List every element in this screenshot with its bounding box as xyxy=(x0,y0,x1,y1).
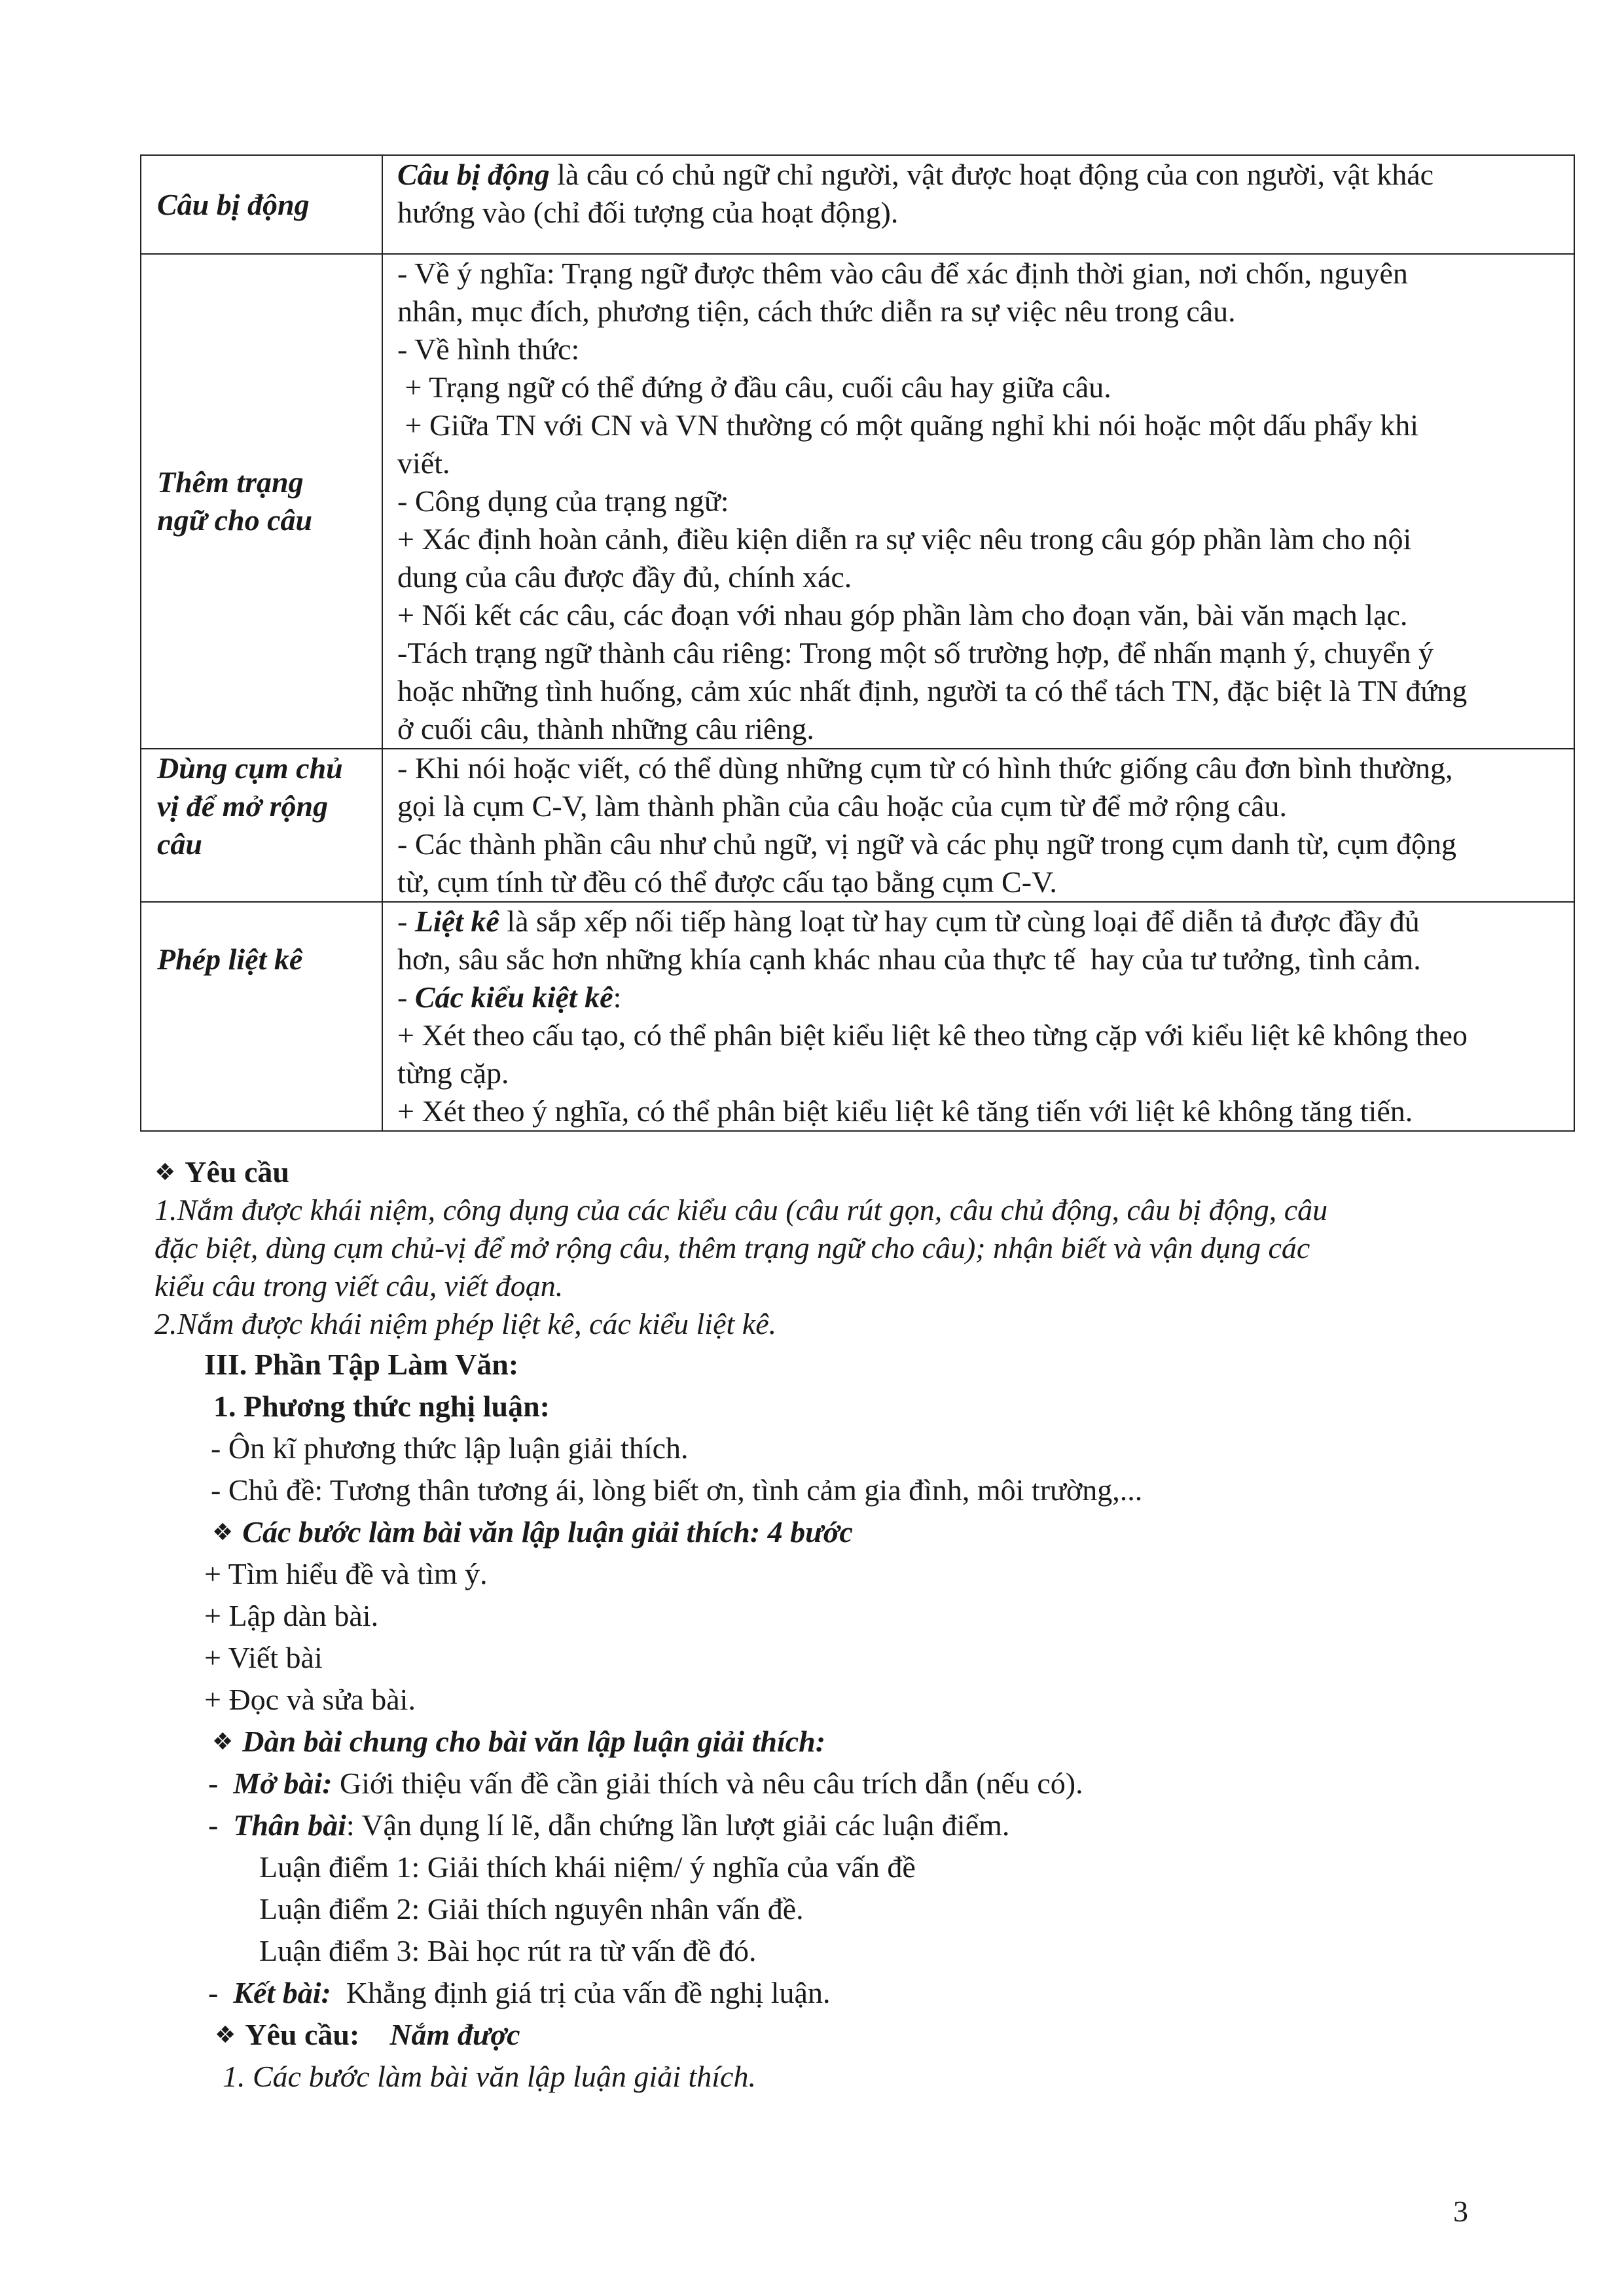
term-cell: Thêm trạng ngữ cho câu xyxy=(141,254,382,749)
steps-heading: ❖ Các bước làm bài văn lập luận giải thích: 4 bước xyxy=(212,1515,853,1549)
diamond-bullet-icon: ❖ xyxy=(154,1159,176,1186)
table-row xyxy=(141,254,1574,749)
term-cell: Phép liệt kê xyxy=(141,902,382,1131)
definition-line: hoặc những tình huống, cảm xúc nhất định, người ta có thể tách TN, đặc biệt là TN đứng xyxy=(397,674,1468,708)
definition-line: + Xét theo ý nghĩa, có thể phân biệt kiểu liệt kê tăng tiến với liệt kê không tăng tiến. xyxy=(397,1094,1413,1128)
definition-line: - Các thành phần câu như chủ ngữ, vị ngữ và các phụ ngữ trong cụm danh từ, cụm động xyxy=(397,827,1456,861)
definition-line: viết. xyxy=(397,446,450,480)
definition-line: + Nối kết các câu, các đoạn với nhau góp phần làm cho đoạn văn, bài văn mạch lạc. xyxy=(397,598,1408,632)
definition-line: - Công dụng của trạng ngữ: xyxy=(397,484,729,518)
definition-line: gọi là cụm C-V, làm thành phần của câu hoặc của cụm từ để mở rộng câu. xyxy=(397,789,1287,823)
definition-line: + Xét theo cấu tạo, có thể phân biệt kiểu liệt kê theo từng cặp với kiểu liệt kê không theo xyxy=(397,1018,1468,1052)
definition-line: + Giữa TN với CN và VN thường có một quãng nghỉ khi nói hoặc một dấu phẩy khi xyxy=(397,408,1419,442)
outline-thanbai: - Thân bài: Vận dụng lí lẽ, dẫn chứng lần lượt giải các luận điểm. xyxy=(208,1808,1010,1842)
list-item: + Đọc và sửa bài. xyxy=(204,1683,416,1716)
definition-line: + Trạng ngữ có thể đứng ở đầu câu, cuối câu hay giữa câu. xyxy=(397,370,1111,404)
definition-line: dung của câu được đầy đủ, chính xác. xyxy=(397,560,852,594)
list-item: - Ôn kĩ phương thức lập luận giải thích. xyxy=(211,1431,689,1465)
diamond-bullet-icon: ❖ xyxy=(215,2022,236,2049)
definition-line: - Các kiểu kiệt kê: xyxy=(397,980,622,1014)
definition-line: hướng vào (chỉ đối tượng của hoạt động). xyxy=(397,196,899,229)
term-cell: Câu bị động xyxy=(141,155,382,254)
table-row xyxy=(141,155,1574,254)
requirements-heading: ❖ Yêu cầu xyxy=(154,1155,290,1189)
list-item: + Tìm hiểu đề và tìm ý. xyxy=(204,1557,488,1590)
definition-cell xyxy=(382,749,1574,902)
diamond-bullet-icon: ❖ xyxy=(212,1729,234,1755)
grammar-table xyxy=(140,154,1575,1132)
definition-line: Câu bị động là câu có chủ ngữ chỉ người, vật được hoạt động của con người, vật khác xyxy=(397,158,1434,191)
outline-heading: ❖ Dàn bài chung cho bài văn lập luận giải thích: xyxy=(212,1725,826,1758)
page-number: 3 xyxy=(1453,2195,1468,2228)
diamond-bullet-icon: ❖ xyxy=(212,1519,234,1546)
requirements-line: kiểu câu trong viết câu, viết đoạn. xyxy=(154,1269,564,1302)
list-item: Luận điểm 1: Giải thích khái niệm/ ý nghĩa của vấn đề xyxy=(259,1850,916,1884)
section-title: III. Phần Tập Làm Văn: xyxy=(204,1348,519,1381)
list-item: Luận điểm 2: Giải thích nguyên nhân vấn đề. xyxy=(259,1892,804,1926)
table-row xyxy=(141,902,1574,1131)
list-item: 1. Các bước làm bài văn lập luận giải thích. xyxy=(223,2060,756,2093)
definition-line: - Liệt kê là sắp xếp nối tiếp hàng loạt từ hay cụm từ cùng loại để diễn tả được đầy đủ xyxy=(397,905,1420,938)
definition-line: -Tách trạng ngữ thành câu riêng: Trong một số trường hợp, để nhấn mạnh ý, chuyển ý xyxy=(397,636,1434,670)
list-item: - Chủ đề: Tương thân tương ái, lòng biết ơn, tình cảm gia đình, môi trường,... xyxy=(211,1473,1143,1507)
definition-line: từ, cụm tính từ đều có thể được cấu tạo bằng cụm C-V. xyxy=(397,865,1057,899)
list-item: + Viết bài xyxy=(204,1641,323,1674)
definition-cell xyxy=(382,155,1574,254)
requirements-line: 1.Nắm được khái niệm, công dụng của các kiểu câu (câu rút gọn, câu chủ động, câu bị động, câu xyxy=(154,1193,1328,1227)
subsection-title: 1. Phương thức nghị luận: xyxy=(213,1390,550,1423)
table-row xyxy=(141,749,1574,902)
requirements-line: đặc biệt, dùng cụm chủ-vị để mở rộng câu, thêm trạng ngữ cho câu); nhận biết và vận dụng các xyxy=(154,1231,1310,1265)
definition-line: - Về ý nghĩa: Trạng ngữ được thêm vào câu để xác định thời gian, nơi chốn, nguyên xyxy=(397,257,1408,290)
requirements2-heading: ❖ Yêu cầu: Nắm được xyxy=(215,2018,520,2051)
definition-line: - Khi nói hoặc viết, có thể dùng những cụm từ có hình thức giống câu đơn bình thường, xyxy=(397,751,1453,785)
list-item: + Lập dàn bài. xyxy=(204,1599,379,1632)
outline-ketbai: - Kết bài: Khẳng định giá trị của vấn đề nghị luận. xyxy=(208,1976,831,2009)
definition-line: hơn, sâu sắc hơn những khía cạnh khác nhau của thực tế hay của tư tưởng, tình cảm. xyxy=(397,942,1421,976)
outline-mobai: - Mở bài: Giới thiệu vấn đề cần giải thích và nêu câu trích dẫn (nếu có). xyxy=(208,1767,1083,1800)
term-cell: Dùng cụm chủ vị để mở rộng câu xyxy=(141,749,382,902)
definition-line: + Xác định hoàn cảnh, điều kiện diễn ra sự việc nêu trong câu góp phần làm cho nội xyxy=(397,522,1412,556)
definition-line: ở cuối câu, thành những câu riêng. xyxy=(397,712,814,745)
list-item: Luận điểm 3: Bài học rút ra từ vấn đề đó. xyxy=(259,1934,757,1967)
definition-cell xyxy=(382,902,1574,1131)
requirements-line: 2.Nắm được khái niệm phép liệt kê, các kiểu liệt kê. xyxy=(154,1307,777,1340)
definition-line: - Về hình thức: xyxy=(397,332,580,366)
definition-line: nhân, mục đích, phương tiện, cách thức diễn ra sự việc nêu trong câu. xyxy=(397,295,1236,328)
definition-cell xyxy=(382,254,1574,749)
definition-line: từng cặp. xyxy=(397,1056,509,1090)
